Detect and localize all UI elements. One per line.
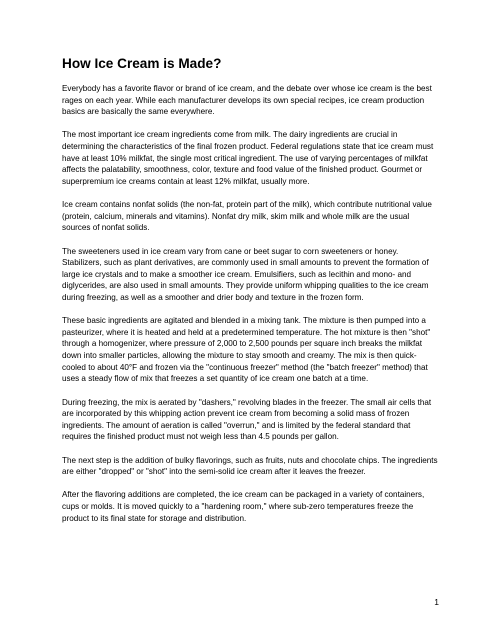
paragraph-intro: Everybody has a favorite flavor or brand of ice cream, and the debate over whose ice cream is the best rages on each year. While each manufacturer develops its own special recipes, ice cream production basics are basically the same everywhere. [62,84,432,117]
document-title: How Ice Cream is Made? [62,56,222,71]
page-number: 1 [434,597,439,607]
paragraph-flavorings: The next step is the addition of bulky flavorings, such as fruits, nuts and chocolate chips. The ingredients are either "dropped" or "shot" into the semi-solid ice cream after it leaves the freezer. [62,455,438,477]
paragraph-sweeteners: The sweeteners used in ice cream vary from cane or beet sugar to corn sweeteners or honey. Stabilizers, such as plant derivatives, are commonly used in small amounts to prevent the formation of large ice crystals and to make a smoother ice cream. Emulsifiers, such as lecithin and mono- and diglycerides, are also used in small amounts. They provide uniform whipping qualities to the ice cream during freezing, as well as a smoother and drier body and texture in the frozen form. [62,246,429,302]
paragraph-milk-ingredients: The most important ice cream ingredients come from milk. The dairy ingredients are crucial in determining the characteristics of the final frozen product. Federal regulations state that ice cream must have at least 10% milkfat, the single most critical ingredient. The use of varying percentages of milkfat affects the palatability, smoothness, color, texture and food value of the finished product. Gourmet or superpremium ice creams contain at least 12% milkfat, usually more. [62,130,434,186]
paragraph-nonfat-solids: Ice cream contains nonfat solids (the non-fat, protein part of the milk), which contribute nutritional value (protein, calcium, minerals and vitamins). Nonfat dry milk, skim milk and whole milk are the usual sources of nonfat solids. [62,200,432,233]
paragraph-packaging: After the flavoring additions are completed, the ice cream can be packaged in a variety of containers, cups or molds. It is moved quickly to a "hardening room," where sub-zero temperatures freeze the product to its final state for storage and distribution. [62,490,425,523]
paragraph-mixing: These basic ingredients are agitated and blended in a mixing tank. The mixture is then pumped into a pasteurizer, where it is heated and held at a predetermined temperature. The hot mixture is then "shot" through a homogenizer, where pressure of 2,000 to 2,500 pounds per square inch breaks the milkfat down into smaller particles, allowing the mixture to stay smooth and creamy. The mix is then quick-cooled to about 40°F and frozen via the "continuous freezer" method (the "batch freezer" method) that uses a steady flow of mix that freezes a set quantity of ice cream one batch at a time. [62,316,431,384]
paragraph-freezing: During freezing, the mix is aerated by "dashers," revolving blades in the freezer. The small air cells that are incorporated by this whipping action prevent ice cream from becoming a solid mass of frozen ingredients. The amount of aeration is called "overrun," and is limited by the federal standard that requires the finished product must not weigh less than 4.5 pounds per gallon. [62,397,432,442]
